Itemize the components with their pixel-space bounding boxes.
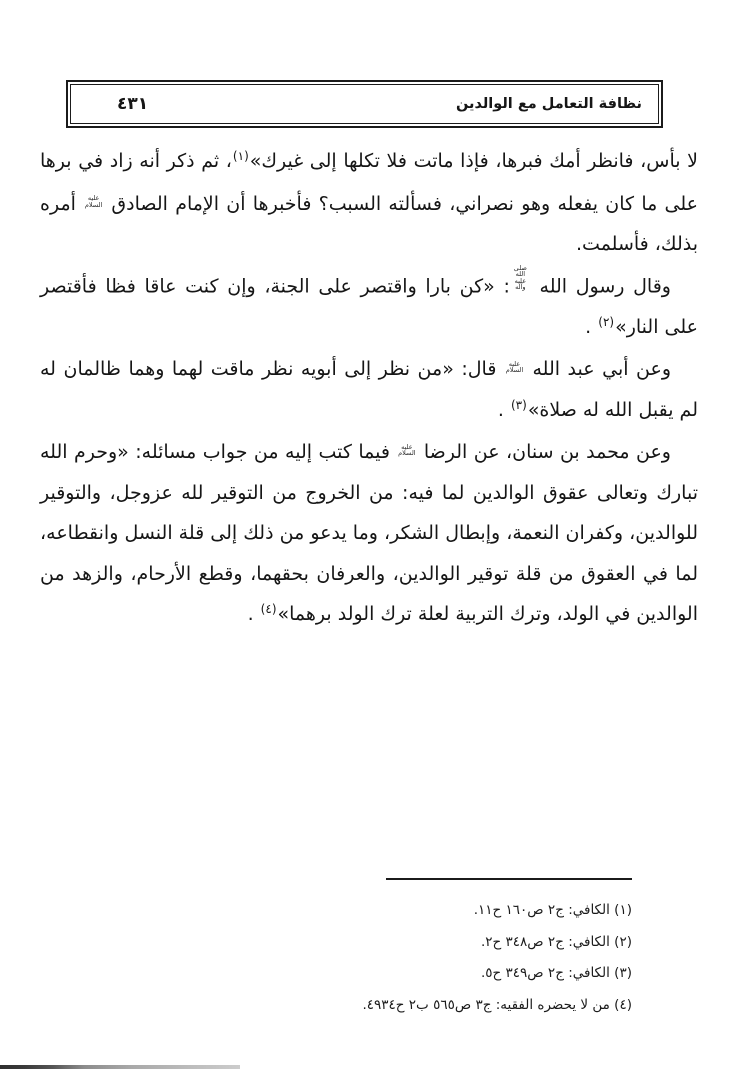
as-honorific-seal: عليه السلام [84,194,103,209]
as-honorific-seal: عليه السلام [398,442,416,457]
pbuh-honorific-seal: صلى الله عليه وآله [513,263,527,291]
scan-artifact-strip [0,1065,240,1069]
text-run: وقال رسول الله [530,275,671,297]
footnote-ref: (٢) [598,314,615,329]
paragraph [40,349,698,432]
header-inner-frame [70,84,659,124]
body-text [40,141,698,637]
footnote-item: (٣) الكافي: ج٢ ص٣٤٩ ح٥. [480,965,632,981]
paragraph [40,432,698,637]
footnote-item: (١) الكافي: ج٢ ص١٦٠ ح١١. [473,902,632,918]
as-honorific-seal: عليه السلام [505,359,524,374]
text-run: لا بأس، فانظر أمك فبرها، فإذا ماتت فلا تكلها إلى غيرك» [249,150,698,172]
footnote-separator [386,878,632,880]
chapter-title: نظافة التعامل مع الوالدين [455,96,642,112]
text-run: فيما كتب إليه من جواب مسائله: «وحرم الله تبارك وتعالى عقوق الوالدين لما فيه: من الخروج من التوقير لله عزوجل، والتوقير للوالدين، وكفران النعمة، وإبطال الشكر، وما يدعو من ذلك إلى قلة النسل وانقطاعه، لما في العقوق من قلة توقير الوالدين، والعرفان بحقهما، وقطع الأرحام، والزهد من الوالدين في الولد، وترك التربية لعلة ترك الولد برهما» [40,441,698,625]
page-number: ٤٣١ [117,94,149,114]
footnote-ref: (٣) [510,397,527,412]
footnote-ref: (١) [232,149,249,163]
paragraph [40,141,698,265]
text-run: : «كن بارا واقتصر على الجنة، وإن كنت عاقا فظا فأقتصر على النار» [40,275,698,338]
text-run: . [497,398,510,421]
footnote-item: (٤) من لا يحضره الفقيه: ج٣ ص٥٦٥ ب٢ ح٤٩٣٤. [362,996,632,1013]
text-run: وعن محمد بن سنان، عن الرضا [417,441,671,463]
footnotes [40,895,632,1021]
paragraph [40,265,698,350]
header-box [66,80,663,128]
footnote-ref: (٤) [260,602,277,616]
text-run: . [247,603,260,625]
text-run: أمره بذلك، فأسلمت. [40,192,698,255]
text-run: وعن أبي عبد الله [524,358,672,380]
text-run: . [585,315,598,338]
footnote-item: (٢) الكافي: ج٢ ص٣٤٨ ح٢. [480,933,632,950]
text-run: ، ثم ذكر أنه زاد في برها على ما كان يفعله وهو نصراني، فسألته السبب؟ فأخبرها أن الإمام الصادق [40,150,698,215]
text-run: قال: «من نظر إلى أبويه نظر ماقت لهما وهما ظالمان له لم يقبل الله له صلاة» [40,358,698,421]
